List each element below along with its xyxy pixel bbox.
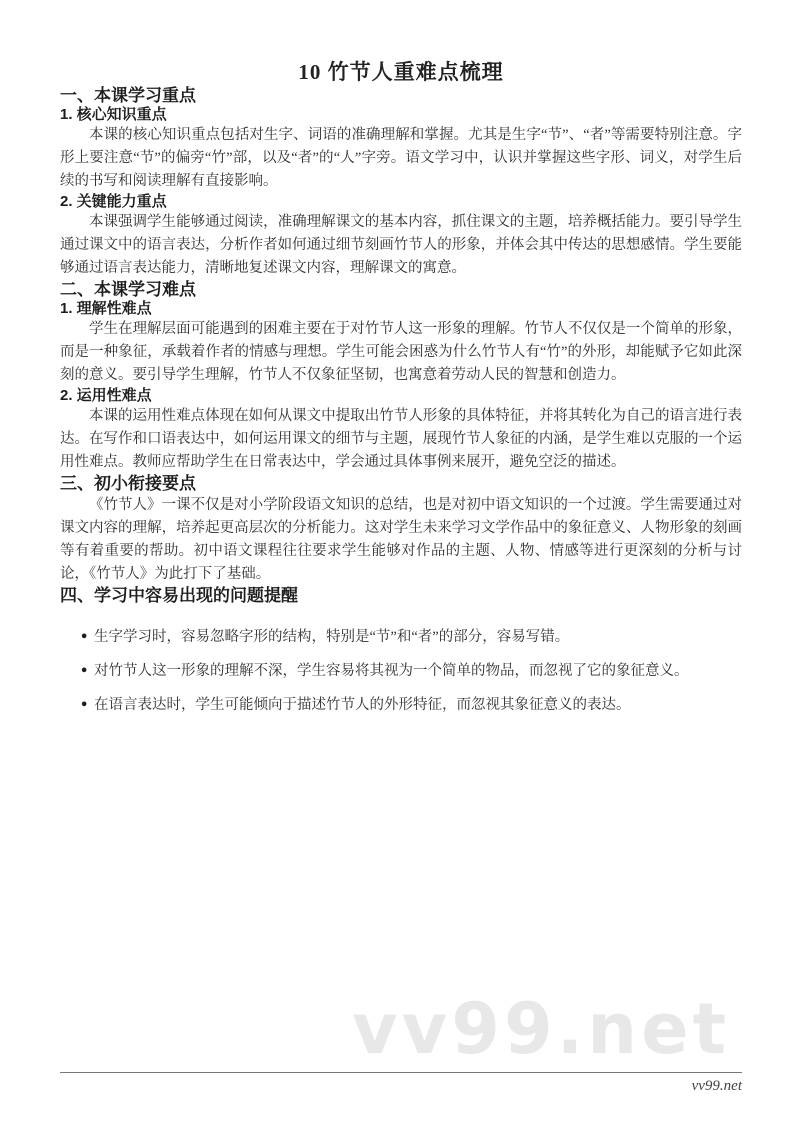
section-4-heading: 四、学习中容易出现的问题提醒	[60, 586, 298, 605]
bullet-icon: •	[80, 698, 89, 713]
list-item	[60, 660, 742, 683]
section-3-heading: 三、初小衔接要点	[60, 474, 196, 493]
reminder-bullet-list	[60, 626, 742, 717]
subsection-1-1-heading: 1. 核心知识重点	[60, 106, 167, 123]
document-content	[0, 58, 800, 717]
list-item-text: 对竹节人这一形象的理解不深，学生容易将其视为一个简单的物品，而忽视了它的象征意义。	[94, 663, 689, 679]
section-2-heading: 二、本课学习难点	[60, 280, 196, 299]
bullet-icon: •	[80, 630, 89, 645]
page-footer	[60, 1072, 742, 1096]
document-title: 10 竹节人重难点梳理	[298, 60, 504, 84]
subsection-1-2-heading: 2. 关键能力重点	[60, 193, 167, 210]
bullet-icon: •	[80, 664, 89, 679]
section-3-paragraph: 《竹节人》一课不仅是对小学阶段语文知识的总结，也是对初中语文知识的一个过渡。学生需要通过对课文内容的理解，培养起更高层次的分析能力。这对学生未来学习文学作品中的象征意义、人物形象的刻画等有着重要的帮助。初中语文课程往往要求学生能够对作品的主题、人物、情感等进行更深刻的分析与讨论，《竹节人》为此打下了基础。	[60, 497, 742, 582]
subsection-2-1-paragraph: 学生在理解层面可能遇到的困难主要在于对竹节人这一形象的理解。竹节人不仅仅是一个简单的形象，而是一种象征，承载着作者的情感与理想。学生可能会困惑为什么竹节人有“竹”的外形，却能赋予它如此深刻的意义。要引导学生理解，竹节人不仅象征坚韧，也寓意着劳动人民的智慧和创造力。	[60, 321, 742, 383]
list-item	[60, 694, 742, 717]
list-item-text: 在语言表达时，学生可能倾向于描述竹节人的外形特征，而忽视其象征意义的表达。	[94, 697, 631, 713]
subsection-1-2-paragraph: 本课强调学生能够通过阅读，准确理解课文的基本内容，抓住课文的主题，培养概括能力。要引导学生通过课文中的语言表达，分析作者如何通过细节刻画竹节人的形象，并体会其中传达的思想感情。学生要能够通过语言表达能力，清晰地复述课文内容，理解课文的寓意。	[60, 214, 742, 276]
subsection-2-1-heading: 1. 理解性难点	[60, 300, 152, 317]
subsection-2-2-heading: 2. 运用性难点	[60, 387, 152, 404]
section-1-heading: 一、本课学习重点	[60, 86, 196, 105]
watermark-text: vv99.net	[352, 988, 731, 1070]
subsection-1-1-paragraph: 本课的核心知识重点包括对生字、词语的准确理解和掌握。尤其是生字“节”、“者”等需要特别注意。字形上要注意“节”的偏旁“竹”部，以及“者”的“人”字旁。语文学习中，认识并掌握这些字形、词义，对学生后续的书写和阅读理解有直接影响。	[60, 127, 742, 189]
subsection-2-2-paragraph: 本课的运用性难点体现在如何从课文中提取出竹节人形象的具体特征，并将其转化为自己的语言进行表达。在写作和口语表达中，如何运用课文的细节与主题，展现竹节人象征的内涵，是学生难以克服的一个运用性难点。教师应帮助学生在日常表达中，学会通过具体事例来展开，避免空泛的描述。	[60, 408, 742, 470]
list-item	[60, 626, 742, 649]
list-item-text: 生字学习时，容易忽略字形的结构，特别是“节”和“者”的部分，容易写错。	[94, 629, 570, 645]
footer-site-label: vv99.net	[691, 1078, 742, 1094]
